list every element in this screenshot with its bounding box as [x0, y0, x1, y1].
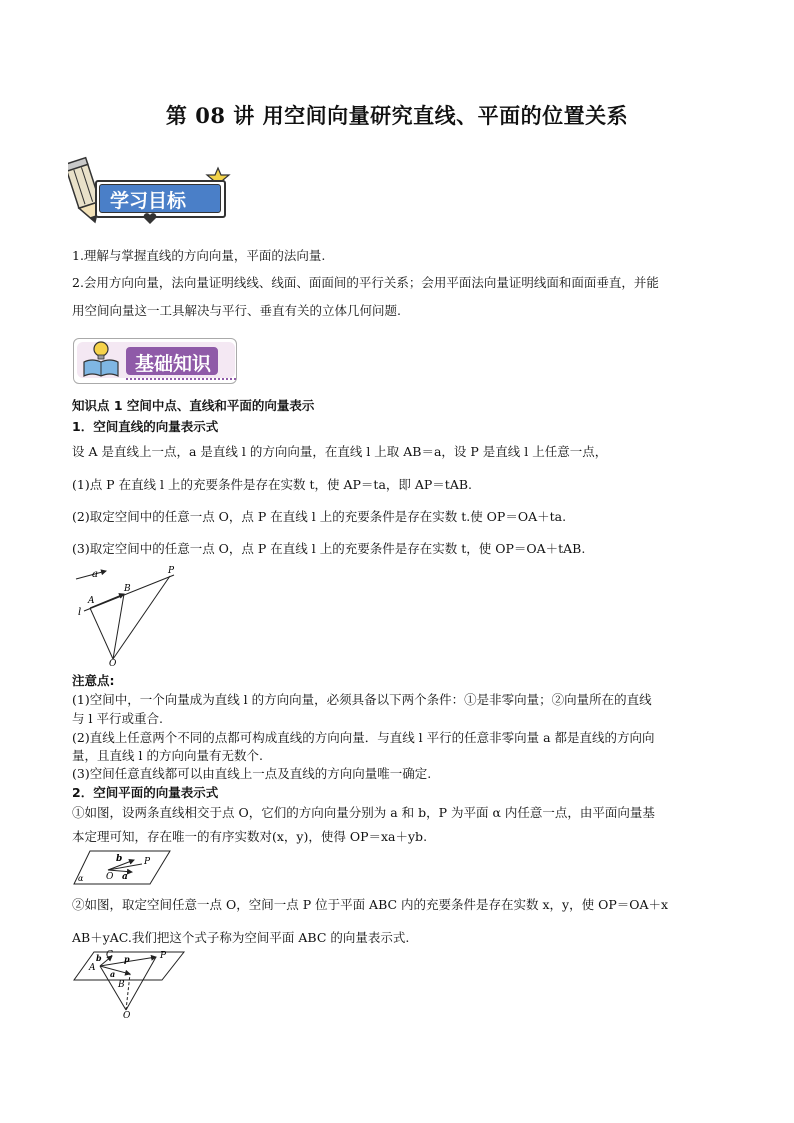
note-line-3: (2)直线上任意两个不同的点都可构成直线的方向向量．与直线 l 平行的任意非零向量 a 都是直线的方向向	[72, 730, 655, 745]
page-title: 第 08 讲 用空间向量研究直线、平面的位置关系	[165, 103, 629, 128]
goal-line-1: 1.理解与掌握直线的方向向量，平面的法向量.	[72, 248, 326, 263]
fig1-label-l: l	[78, 607, 82, 618]
k1-p1: 设 A 是直线上一点，a 是直线 l 的方向向量，在直线 l 上取 AB＝a，设 P 是直线 l 上任意一点，	[72, 444, 608, 459]
fig3-label-p: p	[124, 954, 130, 964]
plane-p2-line1: ②如图，取定空间任意一点 O，空间一点 P 位于平面 ABC 内的充要条件是存在实数 x，y，使 OP＝OA＋x	[72, 897, 669, 912]
goal-line-2: 2.会用方向向量，法向量证明线线、线面、面面间的平行关系；会用平面法向量证明线面和面面垂直，并能	[72, 275, 659, 290]
fig1-label-A: A	[88, 596, 95, 606]
fig2-label-alpha: α	[78, 874, 84, 883]
k1-p2: (1)点 P 在直线 l 上的充要条件是存在实数 t，使 AP＝ta，即 AP＝tAB.	[72, 477, 473, 492]
fig2-label-P: P	[144, 857, 151, 867]
k1-p3: (2)取定空间中的任意一点 O，点 P 在直线 l 上的充要条件是存在实数 t.使 OP＝OA＋ta.	[72, 509, 567, 524]
fig3-label-P: P	[160, 951, 167, 961]
plane-p1-line1: ①如图，设两条直线相交于点 O，它们的方向向量分别为 a 和 b，P 为平面 α 内任意一点，由平面向量基	[72, 805, 655, 820]
learning-goals-label: 学习目标	[110, 190, 187, 212]
fig3-label-B: B	[118, 980, 125, 990]
note-line-1: (1)空间中，一个向量成为直线 l 的方向向量，必须具备以下两个条件：①是非零向量；②向量所在的直线	[72, 692, 652, 707]
fig3-label-A: A	[89, 963, 96, 973]
fig3-label-a: a	[110, 969, 116, 979]
fig1-label-a: a	[92, 569, 98, 580]
fig3-label-O: O	[123, 1011, 131, 1018]
notes-label: 注意点:	[72, 673, 115, 688]
fig3-label-b: b	[96, 953, 102, 963]
fig1-label-B: B	[124, 584, 131, 594]
fig1-label-P: P	[168, 566, 175, 576]
line-vector-figure	[72, 563, 192, 668]
fig3-label-C: C	[106, 950, 113, 960]
note-line-4: 量，且直线 l 的方向向量有无数个.	[72, 748, 263, 763]
fig1-label-O: O	[109, 659, 117, 668]
plane-abc-figure	[72, 948, 187, 1018]
plane-p1-line2: 本定理可知，存在唯一的有序实数对(x，y)，使得 OP＝xa＋yb.	[72, 829, 428, 844]
fig2-label-a: a	[122, 872, 128, 882]
book-lightbulb-icon	[80, 338, 122, 380]
note-line-2: 与 l 平行或重合.	[72, 711, 163, 726]
note-line-5: (3)空间任意直线都可以由直线上一点及直线的方向向量唯一确定.	[72, 766, 432, 781]
k1-p4: (3)取定空间中的任意一点 O，点 P 在直线 l 上的充要条件是存在实数 t，使 OP＝OA＋tAB.	[72, 541, 586, 556]
fig2-label-b: b	[116, 854, 123, 864]
plane-alpha-figure	[72, 848, 172, 888]
goal-line-3: 用空间向量这一工具解决与平行、垂直有关的立体几何问题.	[72, 303, 401, 318]
fig2-label-O: O	[106, 872, 114, 882]
basic-knowledge-label: 基础知识	[135, 353, 212, 375]
plane-p2-line2: AB＋yAC.我们把这个式子称为空间平面 ABC 的向量表示式.	[72, 930, 410, 945]
k1-heading: 知识点 1 空间中点、直线和平面的向量表示	[72, 398, 315, 413]
k1-sub1: 1．空间直线的向量表示式	[72, 419, 219, 434]
fig1-vector-a	[76, 571, 106, 579]
heart-icon	[143, 213, 157, 225]
k1-sub2: 2．空间平面的向量表示式	[72, 785, 219, 800]
